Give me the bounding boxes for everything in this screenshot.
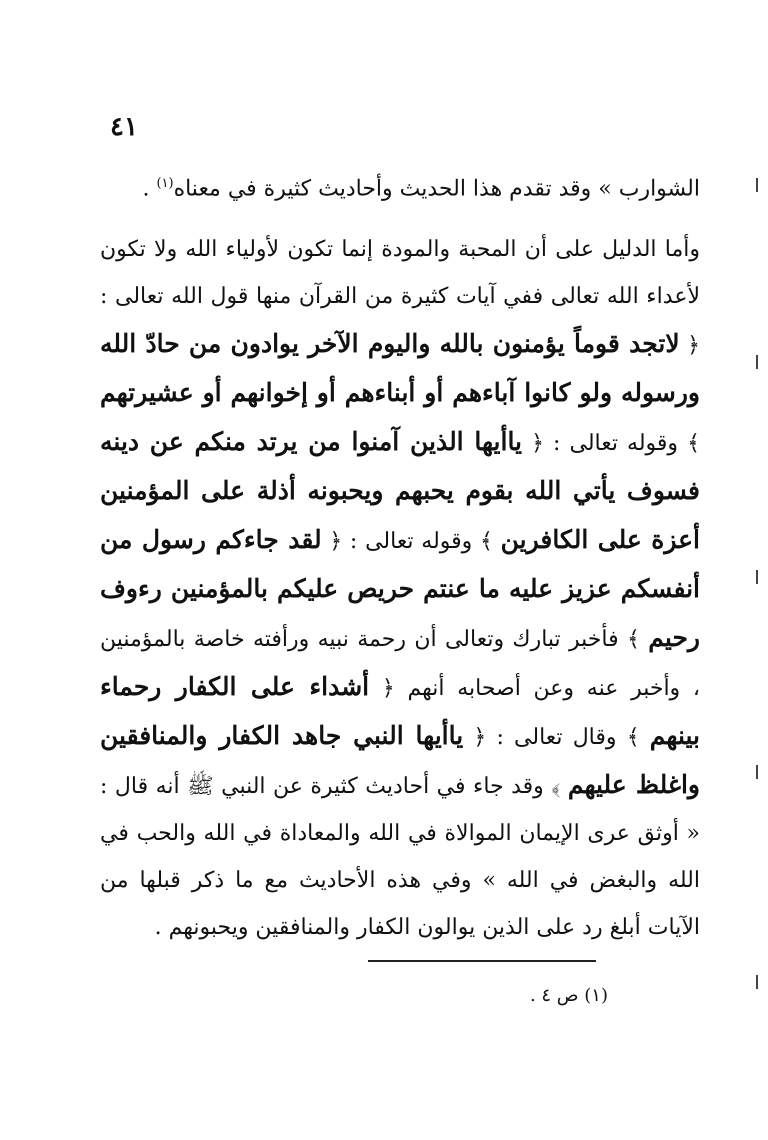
- edge-mark: [756, 178, 764, 192]
- verse-5: ياأيها النبي جاهد الكفار والمنافقين واغلظ عليهم: [100, 721, 700, 800]
- paragraph-2-end: ﴾ وقد جاء في أحاديث كثيرة عن النبي ﷺ أنه قال : « أوثق عرى الإيمان الموالاة في الله والمعاداة في الله والحب في الله والبغض في الله » وفي هذه الأحاديث مع ما ذكر قبلها من الآيات أبلغ رد على الذين يوالون الكفار والمنافقين ويحبونهم .: [100, 774, 700, 941]
- footnote-separator: [368, 960, 596, 962]
- edge-mark: [756, 975, 764, 989]
- paragraph-2: [100, 226, 700, 951]
- paragraph-1: [100, 160, 700, 212]
- footnote-ref: (١): [156, 176, 174, 191]
- verse-2: ياأيها الذين آمنوا من يرتد منكم عن دينه فسوف يأتي الله بقوم يحبهم ويحبونه أذلة على المؤمنين أعزة على الكافرين: [100, 427, 701, 555]
- edge-mark: [756, 355, 764, 369]
- footnote: (١) ص ٤ .: [529, 985, 608, 1006]
- page-number: ٤١: [110, 112, 138, 142]
- paragraph-2-mid-3: ﴾ فأخبر تبارك وتعالى أن رحمة نبيه ورأفته خاصة بالمؤمنين ، وأخبر عنه وعن أصحابه أنهم ﴿: [100, 627, 701, 702]
- paragraph-1-text: الشوارب » وقد تقدم هذا الحديث وأحاديث كثيرة في معناه: [173, 176, 700, 202]
- paragraph-2-intro: وأما الدليل على أن المحبة والمودة إنما تكون لأولياء الله ولا تكون لأعداء الله تعالى ففي آيات كثيرة من القرآن منها قول الله تعالى : ﴿: [100, 237, 700, 359]
- paragraph-2-mid-1: ﴾ وقوله تعالى : ﴿: [522, 431, 700, 457]
- edge-mark: [756, 765, 764, 779]
- verse-1: لاتجد قوماً يؤمنون بالله واليوم الآخر يوادون من حادّ الله ورسوله ولو كانوا آباءهم أو أبناءهم أو إخوانهم أو عشيرتهم: [100, 329, 700, 408]
- paragraph-1-end: .: [142, 176, 157, 202]
- verse-4: أشداء على الكفار رحماء بينهم: [100, 672, 700, 751]
- paragraph-2-mid-2: ﴾ وقوله تعالى : ﴿: [321, 529, 501, 555]
- paragraph-2-mid-4: ﴾ وقال تعالى : ﴿: [463, 725, 650, 751]
- main-text: [100, 160, 700, 951]
- verse-3: لقد جاءكم رسول من أنفسكم عزيز عليه ما عنتم حريص عليكم بالمؤمنين رءوف رحيم: [100, 525, 700, 653]
- edge-mark: [756, 570, 764, 584]
